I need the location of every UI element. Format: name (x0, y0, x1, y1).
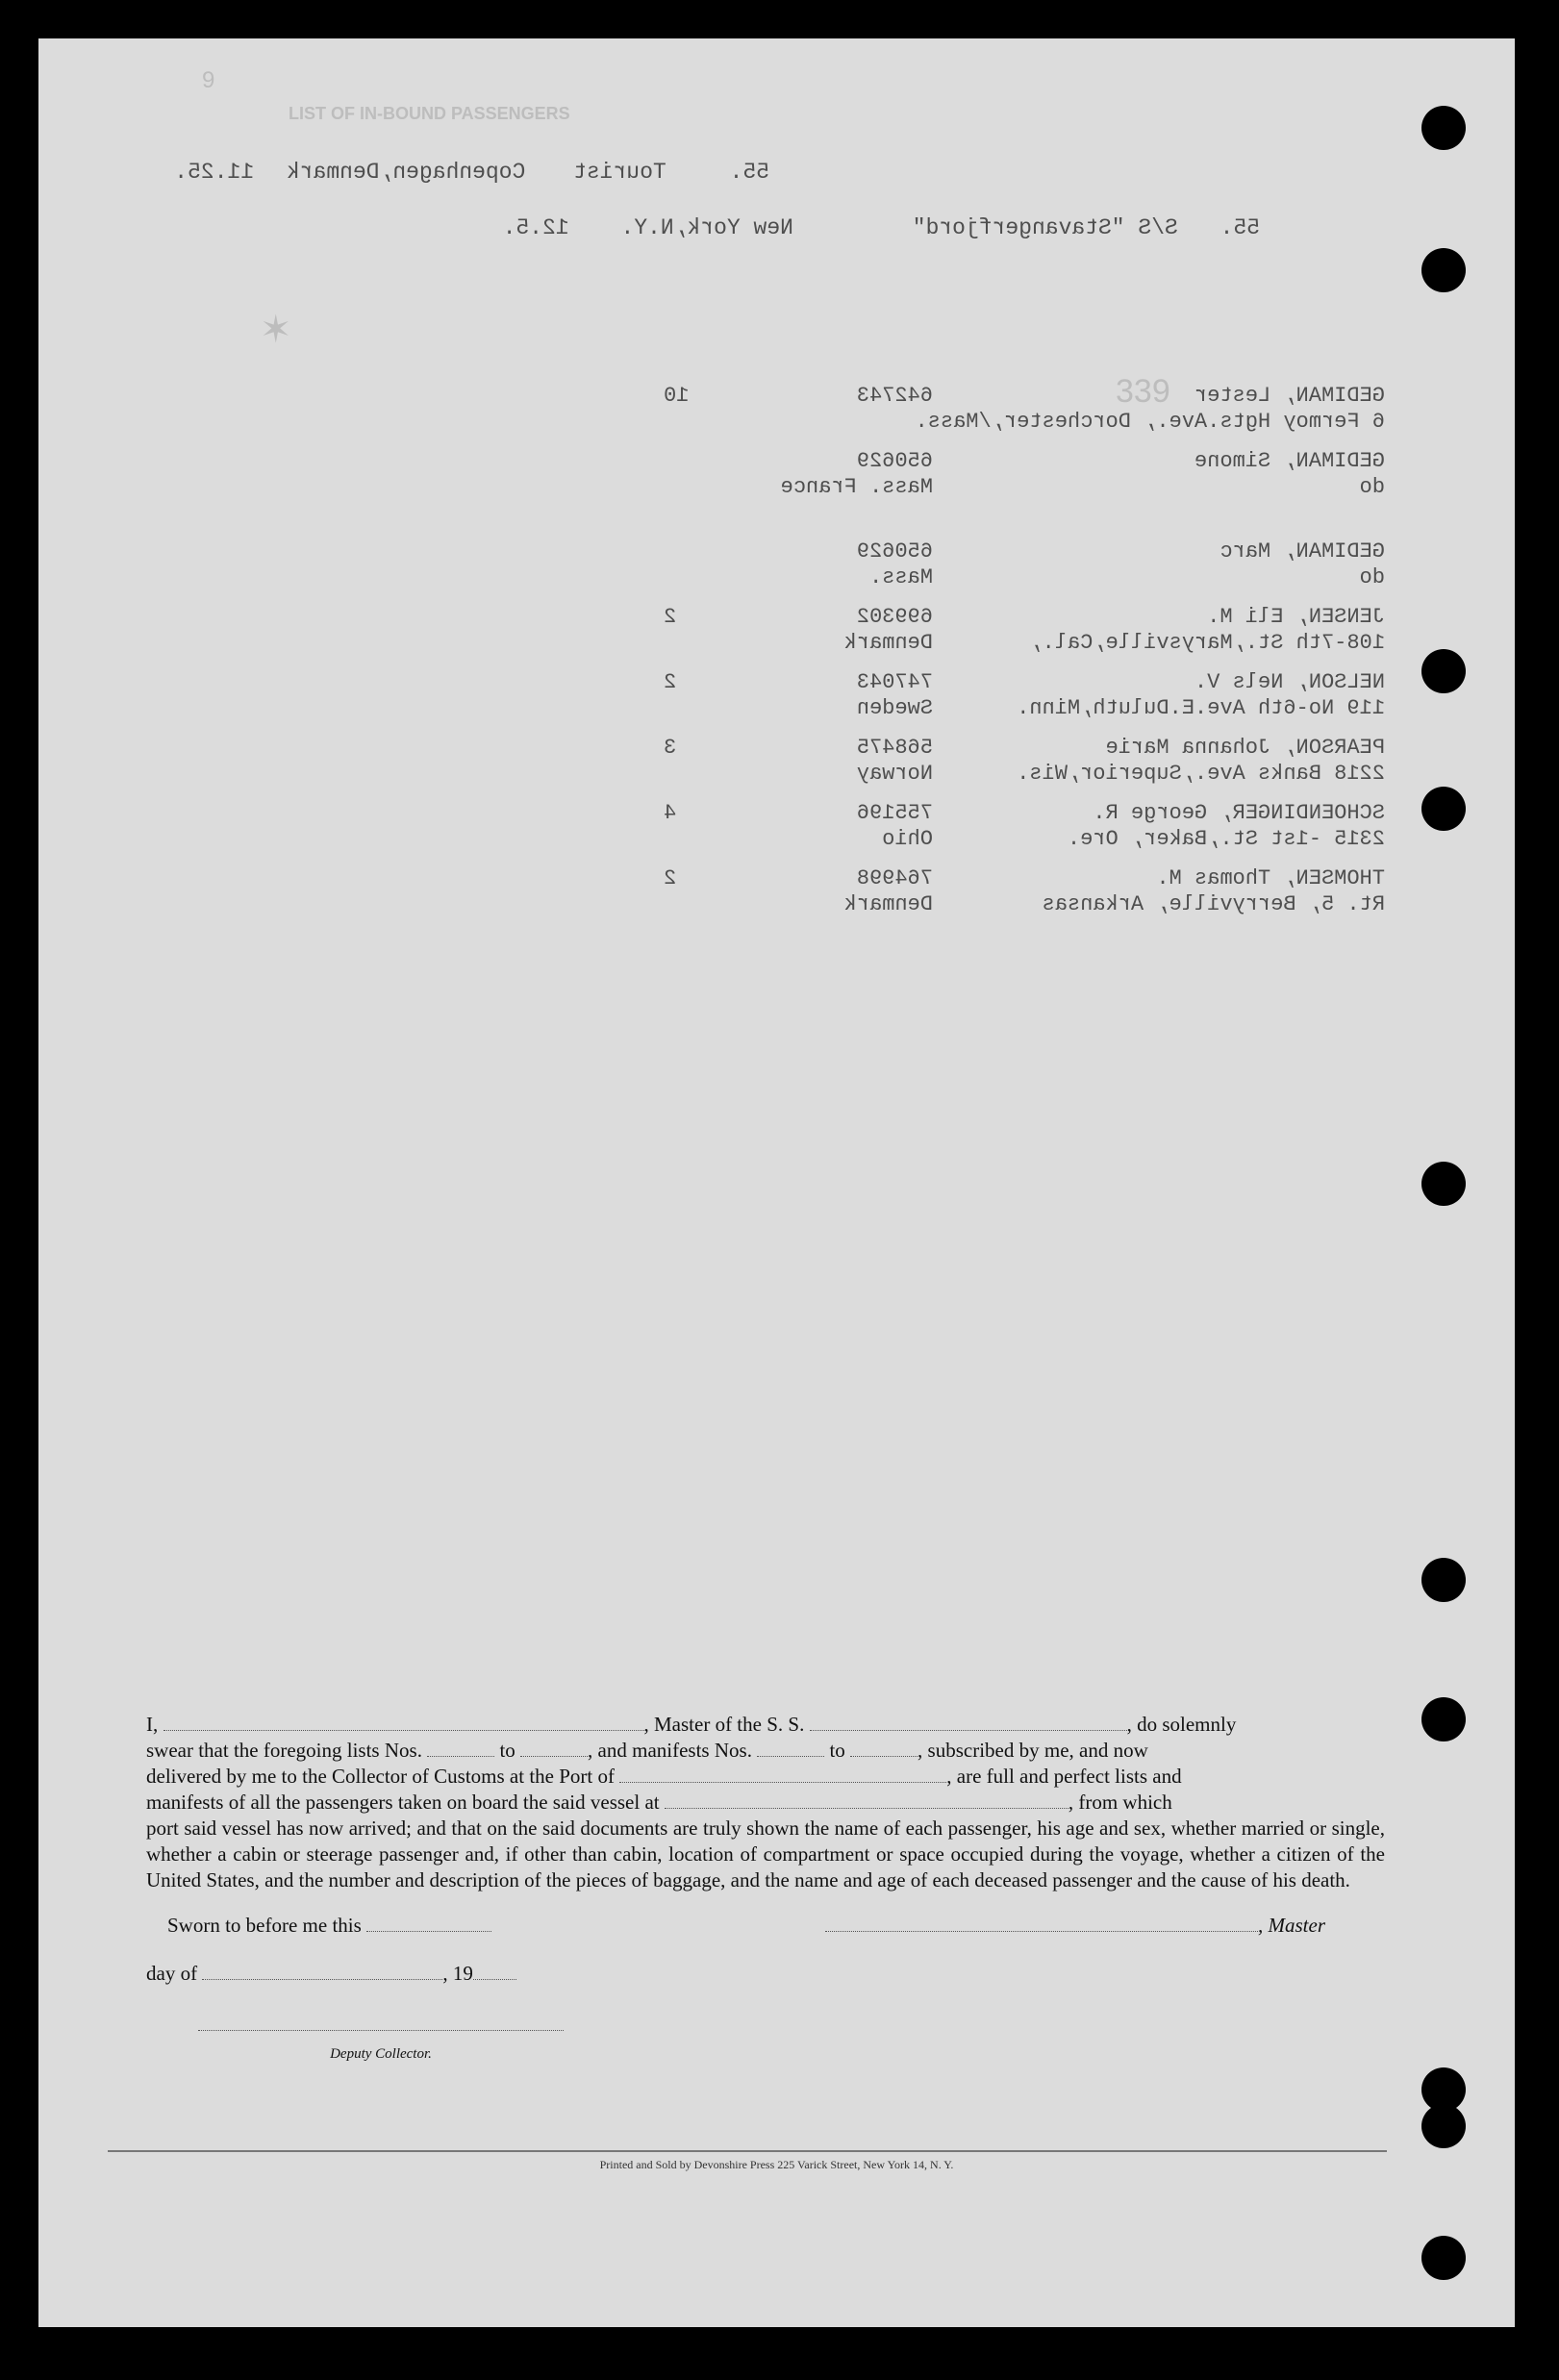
master-name-field[interactable] (163, 1730, 644, 1731)
passenger-place: Norway (856, 762, 933, 786)
passenger-id: 568475 (856, 736, 933, 760)
oath-text: , are full and perfect lists and (946, 1765, 1182, 1788)
passenger-address: Rt. 5, Berryville, Arkansas (1042, 892, 1385, 916)
depart-date: 11.25. (174, 160, 255, 185)
passenger-address: 108-7th St.,Marysville,Cal., (1029, 631, 1385, 655)
passenger-entry (442, 865, 1385, 917)
passenger-place: Sweden (856, 696, 933, 720)
passenger-place: Denmark (843, 892, 933, 916)
passenger-id: 699302 (856, 605, 933, 629)
oath-line-2 (146, 1738, 1385, 1764)
page-mark: 9 (202, 67, 215, 93)
oath-text: , subscribed by me, and now (918, 1739, 1148, 1762)
oath-text: delivered by me to the Collector of Customs at the Port of (146, 1765, 615, 1788)
header-line-1 (38, 160, 769, 185)
oath-body: port said vessel has now arrived; and that on the said documents are truly shown the name of each passenger, his age and sex, whether married or single, whether a cabin or steerage passenger and, if other than cabin, location of compartment or space occupied during the voyage, whether a citizen of the United States, and the number and description of the pieces of baggage, and the name and age of each deceased passenger and the cause of his death. (146, 1816, 1385, 1891)
oath-line-3 (146, 1764, 1385, 1790)
passenger-id: 650629 (856, 449, 933, 473)
faint-number: 339 (1116, 373, 1170, 410)
binder-hole (1421, 1162, 1466, 1206)
oath-text: to (499, 1739, 515, 1762)
passenger-entry (442, 448, 1385, 500)
departure-port: Copenhagen,Denmark (286, 160, 526, 185)
passenger-id: 755196 (856, 801, 933, 825)
passenger-id: 747043 (856, 670, 933, 694)
oath-text: , Master of the S. S. (643, 1713, 805, 1736)
oath-block (146, 1712, 1385, 2067)
arrive-date: 12.5. (502, 215, 569, 240)
deputy-signature-field[interactable] (198, 2024, 564, 2031)
passenger-name: GEDIMAN, Lester (1194, 384, 1385, 408)
manifest-from-field[interactable] (757, 1756, 824, 1757)
depart-year: 55. (729, 160, 769, 185)
passenger-count: 10 (664, 384, 690, 408)
oath-text: , and manifests Nos. (588, 1739, 752, 1762)
year-field[interactable] (473, 1979, 516, 1980)
passenger-count: 4 (664, 801, 677, 825)
day-line (146, 1961, 1385, 1987)
passenger-entry (442, 800, 1385, 852)
passenger-id: 642743 (856, 384, 933, 408)
sworn-label: Sworn to before me this (167, 1913, 491, 1939)
passenger-count: 3 (664, 736, 677, 760)
oath-text: swear that the foregoing lists Nos. (146, 1739, 422, 1762)
oath-line-4 (146, 1790, 1385, 1816)
arrival-port: New York,N.Y. (620, 215, 793, 240)
passenger-entry (442, 383, 1385, 435)
embark-port-field[interactable] (665, 1808, 1069, 1809)
passenger-entry (442, 539, 1385, 590)
passenger-address: do (1359, 475, 1385, 499)
passenger-name: GEDIMAN, Marc (1220, 539, 1385, 564)
faint-title: LIST OF IN-BOUND PASSENGERS (289, 104, 570, 123)
passenger-name: SCHOENDINGER, George R. (1093, 801, 1385, 825)
passenger-place: Mass. (868, 565, 933, 589)
list-to-field[interactable] (520, 1756, 588, 1757)
master-label: , Master (1258, 1914, 1325, 1937)
passenger-count (664, 448, 741, 500)
oath-text: I, (146, 1713, 159, 1736)
passenger-count: 2 (664, 866, 677, 890)
master-signature-field[interactable] (825, 1931, 1258, 1932)
passenger-address: do (1359, 565, 1385, 589)
arrive-year: 55. (1220, 215, 1260, 240)
binder-hole (1421, 2236, 1466, 2280)
passenger-name: PEARSON, Johanna Marie (1105, 736, 1385, 760)
passenger-entry (442, 669, 1385, 721)
passenger-count: 2 (664, 605, 677, 629)
binder-hole (1421, 2104, 1466, 2148)
master-signature-line (825, 1913, 1325, 1939)
passenger-name: THOMSEN, Thomas M. (1156, 866, 1385, 890)
day-field[interactable] (202, 1979, 442, 1980)
oath-text: , do solemnly (1126, 1713, 1237, 1736)
port-field[interactable] (619, 1782, 946, 1783)
passenger-id: 650629 (856, 539, 933, 564)
passenger-id: 764998 (856, 866, 933, 890)
oath-line-1 (146, 1712, 1385, 1738)
binder-hole (1421, 248, 1466, 292)
list-from-field[interactable] (427, 1756, 494, 1757)
passenger-name: NELSON, Nels V. (1194, 670, 1385, 694)
passenger-address: 119 No-6th Ave.E.Duluth,Minn. (1017, 696, 1385, 720)
oath-text: , from which (1068, 1791, 1172, 1814)
passenger-place: Denmark (843, 631, 933, 655)
header-line-2 (38, 215, 1260, 240)
passenger-name: JENSEN, Eli M. (1207, 605, 1385, 629)
binder-hole (1421, 649, 1466, 693)
day-of-label: day of (146, 1962, 198, 1985)
binder-hole (1421, 1697, 1466, 1741)
passenger-entry (442, 735, 1385, 787)
passenger-address: 2218 Banks Ave.,Superior,Wis. (1017, 762, 1385, 786)
oath-text: to (829, 1739, 845, 1762)
binder-hole (1421, 787, 1466, 831)
printer-footer: Printed and Sold by Devonshire Press 225 Varick Street, New York 14, N. Y. (599, 2158, 954, 2171)
manifest-to-field[interactable] (850, 1756, 918, 1757)
class-label: Tourist (573, 160, 666, 185)
deputy-block (198, 2012, 564, 2067)
binder-hole (1421, 1558, 1466, 1602)
binder-hole (1421, 106, 1466, 150)
passenger-place: Mass. France (780, 475, 933, 499)
passenger-place: Ohio (882, 827, 933, 851)
vessel-name-field[interactable] (810, 1730, 1127, 1731)
sworn-date-field[interactable] (366, 1931, 491, 1932)
deputy-label: Deputy Collector. (330, 2046, 432, 2062)
vessel-name: S/S "Stavangerfjord" (912, 215, 1178, 240)
passenger-count (664, 539, 741, 590)
passenger-list (442, 383, 1385, 917)
passenger-entry (442, 604, 1385, 656)
oath-text: manifests of all the passengers taken on board the said vessel at (146, 1791, 660, 1814)
star-mark: ✶ (260, 309, 292, 351)
year-label: , 19 (442, 1962, 473, 1985)
footer-rule (108, 2150, 1387, 2152)
passenger-address: 6 Fermoy Hgts.Ave., Dorchester,/Mass. (915, 410, 1385, 434)
passenger-name: GEDIMAN, Simone (1194, 449, 1385, 473)
passenger-address: 2315 -1st St.,Baker, Ore. (1067, 827, 1385, 851)
passenger-count: 2 (664, 670, 677, 694)
sworn-line (146, 1913, 1385, 1939)
manifest-page (38, 38, 1515, 2327)
